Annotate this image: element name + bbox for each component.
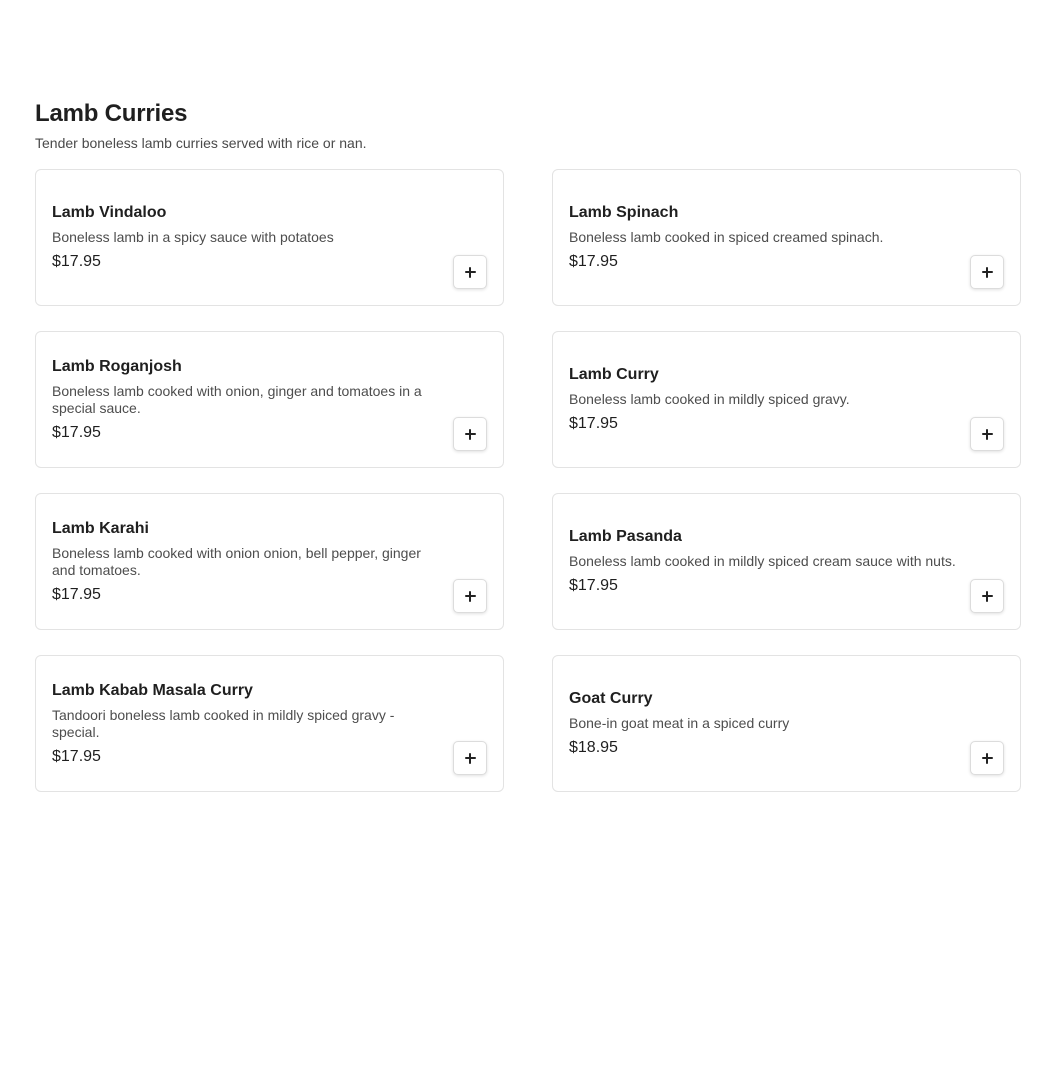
add-item-button[interactable] <box>453 255 487 289</box>
plus-icon <box>465 429 476 440</box>
menu-item-card[interactable] <box>35 331 504 468</box>
menu-item-card[interactable] <box>552 331 1021 468</box>
item-description: Tandoori boneless lamb cooked in mildly spiced gravy - special. <box>52 706 395 740</box>
item-name: Lamb Curry <box>569 366 659 383</box>
item-price: $17.95 <box>52 747 101 765</box>
add-item-button[interactable] <box>970 741 1004 775</box>
item-price: $17.95 <box>569 415 618 432</box>
add-item-button[interactable] <box>970 417 1004 451</box>
plus-icon <box>982 591 993 602</box>
item-description: Boneless lamb cooked with onion, ginger and tomatoes in a special sauce. <box>52 382 422 416</box>
item-description: Boneless lamb cooked with onion onion, bell pepper, ginger and tomatoes. <box>52 544 421 578</box>
item-name: Lamb Vindaloo <box>52 204 167 221</box>
item-name: Lamb Kabab Masala Curry <box>52 681 253 699</box>
item-price: $17.95 <box>52 423 101 441</box>
menu-item-card[interactable] <box>552 169 1021 306</box>
item-name: Lamb Karahi <box>52 519 149 537</box>
menu-item-card[interactable] <box>552 493 1021 630</box>
section-title: Lamb Curries <box>35 100 188 127</box>
item-price: $17.95 <box>52 253 101 270</box>
item-description: Boneless lamb cooked in mildly spiced cream sauce with nuts. <box>569 553 956 569</box>
item-price: $17.95 <box>569 577 618 594</box>
item-description: Boneless lamb cooked in spiced creamed spinach. <box>569 229 884 245</box>
add-item-button[interactable] <box>453 417 487 451</box>
item-price: $17.95 <box>569 253 618 270</box>
add-item-button[interactable] <box>453 741 487 775</box>
plus-icon <box>465 591 476 602</box>
item-name: Lamb Spinach <box>569 204 679 221</box>
plus-icon <box>982 429 993 440</box>
add-item-button[interactable] <box>970 579 1004 613</box>
menu-item-card[interactable] <box>35 655 504 792</box>
menu-item-grid <box>35 169 1021 792</box>
plus-icon <box>465 753 476 764</box>
plus-icon <box>465 267 476 278</box>
plus-icon <box>982 267 993 278</box>
item-price: $17.95 <box>52 585 101 603</box>
item-description: Boneless lamb in a spicy sauce with potatoes <box>52 229 334 245</box>
section-description: Tender boneless lamb curries served with rice or nan. <box>35 135 367 151</box>
item-name: Goat Curry <box>569 690 653 707</box>
menu-section-lamb-curries <box>35 100 1021 765</box>
menu-item-card[interactable] <box>35 169 504 306</box>
menu-item-card[interactable] <box>35 493 504 630</box>
menu-item-card[interactable] <box>552 655 1021 792</box>
plus-icon <box>982 753 993 764</box>
item-name: Lamb Roganjosh <box>52 357 182 375</box>
add-item-button[interactable] <box>970 255 1004 289</box>
item-description: Boneless lamb cooked in mildly spiced gravy. <box>569 391 850 407</box>
item-name: Lamb Pasanda <box>569 528 682 545</box>
add-item-button[interactable] <box>453 579 487 613</box>
item-description: Bone-in goat meat in a spiced curry <box>569 715 790 731</box>
item-price: $18.95 <box>569 739 618 756</box>
